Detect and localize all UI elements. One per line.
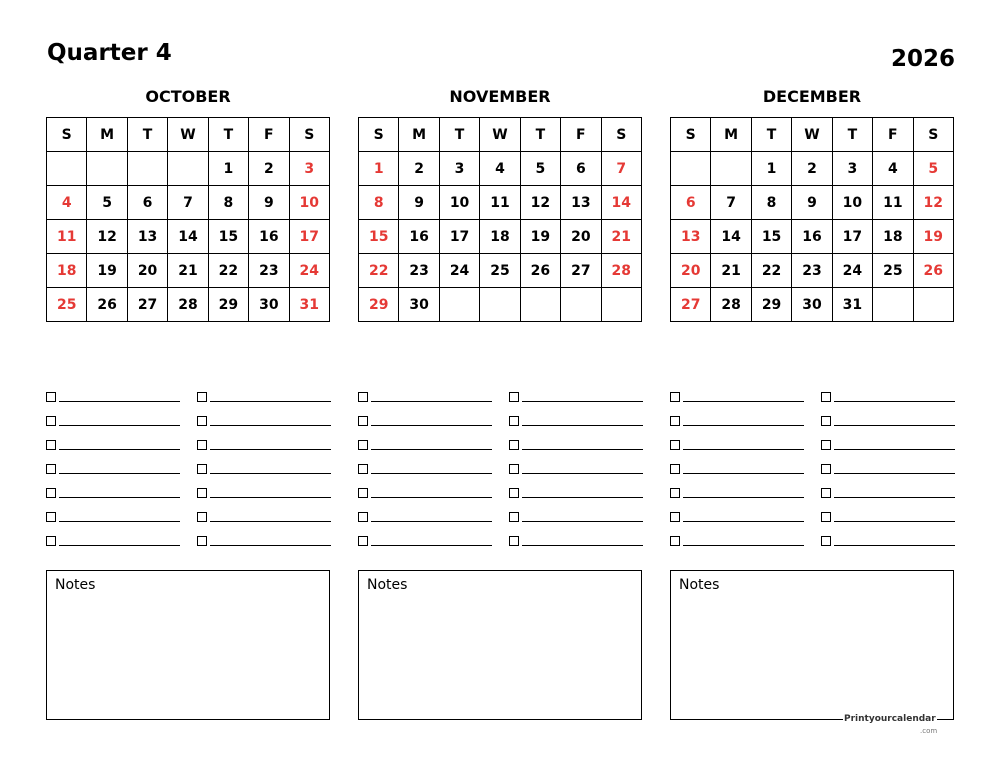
- day-cell: 15: [359, 220, 399, 254]
- week-row: [47, 220, 330, 254]
- week-row: [671, 186, 954, 220]
- week-row: [359, 186, 642, 220]
- day-cell: 2: [399, 152, 439, 186]
- task-item: [670, 427, 804, 451]
- day-cell: 6: [671, 186, 711, 220]
- day-cell: 5: [87, 186, 127, 220]
- task-item: [509, 523, 643, 547]
- task-line[interactable]: [210, 425, 331, 426]
- day-cell: 31: [289, 288, 329, 322]
- task-item: [46, 379, 180, 403]
- day-cell: 29: [751, 288, 791, 322]
- day-cell: 6: [561, 152, 601, 186]
- day-cell: 22: [359, 254, 399, 288]
- day-cell: 30: [399, 288, 439, 322]
- task-column: [358, 379, 492, 547]
- task-line[interactable]: [210, 473, 331, 474]
- task-line[interactable]: [683, 449, 804, 450]
- day-cell: 1: [751, 152, 791, 186]
- task-item: [509, 475, 643, 499]
- task-item: [46, 427, 180, 451]
- day-cell: 1: [359, 152, 399, 186]
- day-cell: 26: [87, 288, 127, 322]
- checkbox[interactable]: [670, 440, 680, 450]
- checkbox[interactable]: [46, 488, 56, 498]
- day-cell: 1: [208, 152, 248, 186]
- checkbox[interactable]: [509, 416, 519, 426]
- weekday-label: S: [359, 118, 399, 152]
- weekday-label: T: [751, 118, 791, 152]
- task-item: [197, 451, 331, 475]
- checkbox[interactable]: [821, 488, 831, 498]
- task-line[interactable]: [834, 473, 955, 474]
- day-cell: 30: [792, 288, 832, 322]
- day-cell: 4: [480, 152, 520, 186]
- task-item: [821, 523, 955, 547]
- weekday-label: S: [913, 118, 953, 152]
- notes-box[interactable]: [358, 570, 642, 720]
- task-line[interactable]: [210, 401, 331, 402]
- day-cell: 11: [480, 186, 520, 220]
- weekday-label: S: [671, 118, 711, 152]
- task-item: [670, 379, 804, 403]
- day-cell: 7: [168, 186, 208, 220]
- task-item: [46, 475, 180, 499]
- page-title: Quarter 4: [47, 40, 172, 66]
- checkbox[interactable]: [509, 440, 519, 450]
- day-cell: 30: [249, 288, 289, 322]
- weekday-label: W: [792, 118, 832, 152]
- task-line[interactable]: [834, 521, 955, 522]
- month-name: OCTOBER: [145, 87, 231, 106]
- month-name: NOVEMBER: [449, 87, 551, 106]
- weekday-label: T: [208, 118, 248, 152]
- day-cell: 25: [480, 254, 520, 288]
- week-row: [359, 220, 642, 254]
- task-column: [509, 379, 643, 547]
- task-line[interactable]: [834, 449, 955, 450]
- task-item: [821, 403, 955, 427]
- week-row: [671, 254, 954, 288]
- task-line[interactable]: [522, 497, 643, 498]
- weekday-label: T: [439, 118, 479, 152]
- day-cell: [87, 152, 127, 186]
- day-cell: 6: [127, 186, 167, 220]
- notes-box[interactable]: [670, 570, 954, 720]
- day-cell: 12: [520, 186, 560, 220]
- task-item: [509, 451, 643, 475]
- day-cell: 26: [520, 254, 560, 288]
- day-cell: 25: [47, 288, 87, 322]
- notes-box[interactable]: [46, 570, 330, 720]
- checkbox[interactable]: [821, 440, 831, 450]
- task-line[interactable]: [371, 521, 492, 522]
- task-item: [46, 523, 180, 547]
- checkbox[interactable]: [197, 440, 207, 450]
- day-cell: 17: [439, 220, 479, 254]
- day-cell: 27: [671, 288, 711, 322]
- checkbox[interactable]: [821, 464, 831, 474]
- week-row: [47, 152, 330, 186]
- checkbox[interactable]: [509, 464, 519, 474]
- day-cell: 16: [249, 220, 289, 254]
- task-item: [197, 499, 331, 523]
- checkbox[interactable]: [358, 512, 368, 522]
- day-cell: 13: [671, 220, 711, 254]
- task-line[interactable]: [59, 449, 180, 450]
- day-cell: 10: [832, 186, 872, 220]
- day-cell: 17: [289, 220, 329, 254]
- task-item: [197, 523, 331, 547]
- task-item: [509, 403, 643, 427]
- task-line[interactable]: [522, 545, 643, 546]
- task-item: [821, 475, 955, 499]
- brand-tld: .com: [920, 727, 938, 735]
- task-line[interactable]: [834, 497, 955, 498]
- task-line[interactable]: [210, 545, 331, 546]
- day-cell: 9: [792, 186, 832, 220]
- month-name: DECEMBER: [762, 87, 862, 106]
- task-item: [509, 499, 643, 523]
- day-cell: 16: [399, 220, 439, 254]
- day-cell: 3: [439, 152, 479, 186]
- task-line[interactable]: [371, 473, 492, 474]
- week-row: [47, 254, 330, 288]
- day-cell: 23: [399, 254, 439, 288]
- weekday-label: S: [289, 118, 329, 152]
- day-cell: 15: [208, 220, 248, 254]
- task-item: [358, 451, 492, 475]
- day-cell: 27: [561, 254, 601, 288]
- day-cell: 7: [601, 152, 641, 186]
- day-cell: 28: [711, 288, 751, 322]
- day-cell: 17: [832, 220, 872, 254]
- day-cell: 5: [520, 152, 560, 186]
- day-cell: 9: [249, 186, 289, 220]
- checkbox[interactable]: [197, 464, 207, 474]
- day-cell: 18: [873, 220, 913, 254]
- checkbox[interactable]: [46, 464, 56, 474]
- task-line[interactable]: [59, 401, 180, 402]
- weekday-label: S: [601, 118, 641, 152]
- calendar-grid: [670, 117, 954, 322]
- weekday-label: M: [87, 118, 127, 152]
- task-item: [821, 427, 955, 451]
- task-line[interactable]: [59, 425, 180, 426]
- checkbox[interactable]: [670, 464, 680, 474]
- task-line[interactable]: [522, 425, 643, 426]
- task-item: [197, 379, 331, 403]
- day-cell: 23: [792, 254, 832, 288]
- checkbox[interactable]: [358, 440, 368, 450]
- task-line[interactable]: [371, 545, 492, 546]
- task-item: [358, 475, 492, 499]
- day-cell: 2: [792, 152, 832, 186]
- day-cell: 12: [913, 186, 953, 220]
- task-line[interactable]: [59, 545, 180, 546]
- week-row: [671, 220, 954, 254]
- checkbox[interactable]: [358, 392, 368, 402]
- task-line[interactable]: [683, 497, 804, 498]
- checkbox[interactable]: [670, 416, 680, 426]
- weekday-label: F: [561, 118, 601, 152]
- task-item: [670, 499, 804, 523]
- day-cell: 21: [168, 254, 208, 288]
- day-cell: 28: [168, 288, 208, 322]
- day-cell: 20: [127, 254, 167, 288]
- checkbox[interactable]: [670, 512, 680, 522]
- checkbox[interactable]: [358, 416, 368, 426]
- day-cell: [480, 288, 520, 322]
- day-cell: 19: [520, 220, 560, 254]
- task-item: [358, 379, 492, 403]
- task-line[interactable]: [683, 521, 804, 522]
- checkbox[interactable]: [197, 488, 207, 498]
- task-line[interactable]: [371, 497, 492, 498]
- calendar-grid: [358, 117, 642, 322]
- day-cell: 19: [87, 254, 127, 288]
- day-cell: 4: [47, 186, 87, 220]
- task-item: [46, 451, 180, 475]
- task-line[interactable]: [522, 401, 643, 402]
- day-cell: 19: [913, 220, 953, 254]
- weekday-header-row: [359, 118, 642, 152]
- weekday-label: T: [832, 118, 872, 152]
- task-line[interactable]: [59, 473, 180, 474]
- checkbox[interactable]: [197, 392, 207, 402]
- day-cell: 21: [601, 220, 641, 254]
- task-line[interactable]: [210, 521, 331, 522]
- day-cell: [601, 288, 641, 322]
- day-cell: 14: [601, 186, 641, 220]
- day-cell: 24: [289, 254, 329, 288]
- weekday-label: T: [127, 118, 167, 152]
- checkbox[interactable]: [821, 536, 831, 546]
- task-item: [197, 427, 331, 451]
- task-line[interactable]: [683, 545, 804, 546]
- weekday-header-row: [47, 118, 330, 152]
- day-cell: [561, 288, 601, 322]
- task-line[interactable]: [59, 497, 180, 498]
- week-row: [671, 152, 954, 186]
- checkbox[interactable]: [358, 536, 368, 546]
- day-cell: [439, 288, 479, 322]
- task-column: [197, 379, 331, 547]
- task-line[interactable]: [522, 473, 643, 474]
- day-cell: [520, 288, 560, 322]
- task-line[interactable]: [834, 545, 955, 546]
- task-item: [46, 499, 180, 523]
- day-cell: [671, 152, 711, 186]
- task-line[interactable]: [210, 449, 331, 450]
- day-cell: 21: [711, 254, 751, 288]
- day-cell: 20: [561, 220, 601, 254]
- task-line[interactable]: [210, 497, 331, 498]
- notes-label: Notes: [679, 577, 720, 593]
- weekday-label: W: [480, 118, 520, 152]
- weekday-header-row: [671, 118, 954, 152]
- checkbox[interactable]: [46, 536, 56, 546]
- checkbox[interactable]: [821, 416, 831, 426]
- day-cell: 14: [711, 220, 751, 254]
- task-item: [821, 451, 955, 475]
- day-cell: 8: [359, 186, 399, 220]
- checkbox[interactable]: [46, 440, 56, 450]
- day-cell: 15: [751, 220, 791, 254]
- task-item: [670, 523, 804, 547]
- day-cell: 5: [913, 152, 953, 186]
- day-cell: 18: [47, 254, 87, 288]
- task-line[interactable]: [371, 401, 492, 402]
- task-item: [509, 427, 643, 451]
- weekday-label: W: [168, 118, 208, 152]
- week-row: [359, 288, 642, 322]
- day-cell: 24: [439, 254, 479, 288]
- day-cell: [127, 152, 167, 186]
- day-cell: 28: [601, 254, 641, 288]
- weekday-label: T: [520, 118, 560, 152]
- calendar-grid: [46, 117, 330, 322]
- day-cell: 27: [127, 288, 167, 322]
- month-december: [670, 87, 954, 322]
- checkbox[interactable]: [509, 512, 519, 522]
- day-cell: 8: [208, 186, 248, 220]
- day-cell: 29: [208, 288, 248, 322]
- task-item: [358, 523, 492, 547]
- day-cell: 11: [47, 220, 87, 254]
- day-cell: 22: [208, 254, 248, 288]
- checkbox[interactable]: [46, 392, 56, 402]
- week-row: [47, 186, 330, 220]
- day-cell: 24: [832, 254, 872, 288]
- task-item: [358, 403, 492, 427]
- checkbox[interactable]: [46, 512, 56, 522]
- checkbox[interactable]: [821, 512, 831, 522]
- task-item: [821, 499, 955, 523]
- day-cell: 31: [832, 288, 872, 322]
- month-november: [358, 87, 642, 322]
- day-cell: 11: [873, 186, 913, 220]
- checkbox[interactable]: [670, 488, 680, 498]
- task-item: [197, 403, 331, 427]
- checkbox[interactable]: [197, 416, 207, 426]
- day-cell: [47, 152, 87, 186]
- day-cell: 10: [439, 186, 479, 220]
- day-cell: [168, 152, 208, 186]
- checkbox[interactable]: [197, 512, 207, 522]
- day-cell: 3: [289, 152, 329, 186]
- day-cell: 13: [561, 186, 601, 220]
- task-line[interactable]: [834, 425, 955, 426]
- day-cell: 12: [87, 220, 127, 254]
- task-line[interactable]: [59, 521, 180, 522]
- day-cell: 7: [711, 186, 751, 220]
- year-label: 2026: [890, 46, 955, 72]
- task-item: [197, 475, 331, 499]
- day-cell: 18: [480, 220, 520, 254]
- day-cell: 4: [873, 152, 913, 186]
- month-october: [46, 87, 330, 322]
- task-column: [670, 379, 804, 547]
- day-cell: 26: [913, 254, 953, 288]
- day-cell: 14: [168, 220, 208, 254]
- weekday-label: S: [47, 118, 87, 152]
- task-column: [821, 379, 955, 547]
- notes-label: Notes: [55, 577, 96, 593]
- week-row: [359, 254, 642, 288]
- task-item: [509, 379, 643, 403]
- checkbox[interactable]: [821, 392, 831, 402]
- day-cell: 25: [873, 254, 913, 288]
- day-cell: 8: [751, 186, 791, 220]
- task-item: [670, 475, 804, 499]
- task-column: [46, 379, 180, 547]
- task-line[interactable]: [522, 521, 643, 522]
- day-cell: 20: [671, 254, 711, 288]
- task-line[interactable]: [834, 401, 955, 402]
- day-cell: [913, 288, 953, 322]
- checkbox[interactable]: [46, 416, 56, 426]
- week-row: [359, 152, 642, 186]
- checkbox[interactable]: [358, 464, 368, 474]
- checkbox[interactable]: [670, 536, 680, 546]
- day-cell: 13: [127, 220, 167, 254]
- day-cell: 3: [832, 152, 872, 186]
- task-item: [46, 403, 180, 427]
- task-line[interactable]: [371, 449, 492, 450]
- day-cell: 10: [289, 186, 329, 220]
- task-line[interactable]: [683, 425, 804, 426]
- weekday-label: M: [711, 118, 751, 152]
- task-line[interactable]: [683, 401, 804, 402]
- weekday-label: F: [873, 118, 913, 152]
- brand-logo: Printyourcalendar: [844, 714, 936, 724]
- weekday-label: M: [399, 118, 439, 152]
- week-row: [671, 288, 954, 322]
- day-cell: [873, 288, 913, 322]
- task-line[interactable]: [683, 473, 804, 474]
- task-line[interactable]: [371, 425, 492, 426]
- task-item: [670, 451, 804, 475]
- day-cell: 9: [399, 186, 439, 220]
- task-item: [670, 403, 804, 427]
- notes-label: Notes: [367, 577, 408, 593]
- checkbox[interactable]: [358, 488, 368, 498]
- day-cell: 22: [751, 254, 791, 288]
- checkbox[interactable]: [509, 536, 519, 546]
- task-item: [358, 427, 492, 451]
- checkbox[interactable]: [197, 536, 207, 546]
- day-cell: 16: [792, 220, 832, 254]
- checkbox[interactable]: [509, 392, 519, 402]
- week-row: [47, 288, 330, 322]
- day-cell: 23: [249, 254, 289, 288]
- day-cell: 29: [359, 288, 399, 322]
- day-cell: [711, 152, 751, 186]
- checkbox[interactable]: [509, 488, 519, 498]
- day-cell: 2: [249, 152, 289, 186]
- task-item: [358, 499, 492, 523]
- task-item: [821, 379, 955, 403]
- task-line[interactable]: [522, 449, 643, 450]
- checkbox[interactable]: [670, 392, 680, 402]
- weekday-label: F: [249, 118, 289, 152]
